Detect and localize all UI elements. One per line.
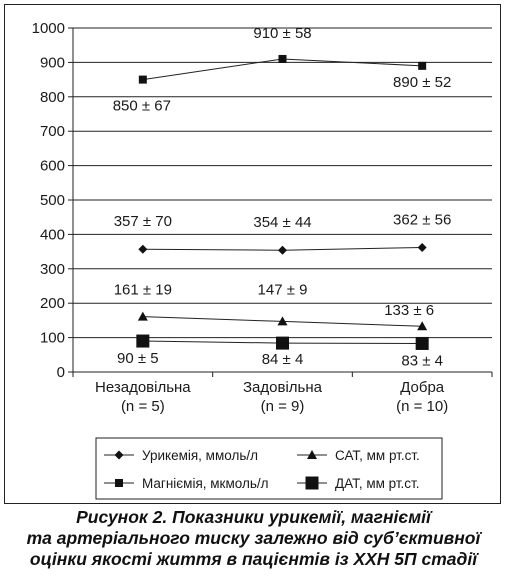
data-label: 910 ± 58 <box>253 24 312 42</box>
x-tick-sublabel: (n = 10) <box>396 398 449 415</box>
data-point <box>416 337 429 350</box>
data-point <box>278 246 287 255</box>
y-tick-label: 900 <box>39 54 65 72</box>
data-label: 362 ± 56 <box>393 211 452 229</box>
x-tick-sublabel: (n = 9) <box>260 398 305 415</box>
x-tick-label: Добра <box>400 379 445 396</box>
data-point <box>138 245 147 254</box>
data-point <box>279 55 287 63</box>
data-label: 357 ± 70 <box>113 213 172 231</box>
y-tick-label: 1000 <box>31 20 65 37</box>
x-tick-label: Незадовільна <box>95 379 191 396</box>
y-tick-label: 600 <box>39 157 65 175</box>
data-label: 890 ± 52 <box>393 73 452 91</box>
legend-entry: ДАТ, мм рт.ст. <box>335 476 420 491</box>
data-label: 84 ± 4 <box>261 351 304 369</box>
y-tick-label: 800 <box>39 88 65 106</box>
data-point <box>418 243 427 252</box>
x-tick-label: Задовільна <box>243 379 322 396</box>
data-label: 83 ± 4 <box>401 352 443 370</box>
caption-line-2: та артеріального тиску залежно від суб’єктивної <box>26 528 481 548</box>
caption-line-1: Рисунок 2. Показники урикемії, магніємії <box>76 507 431 527</box>
y-tick-label: 300 <box>39 260 65 278</box>
data-point <box>139 76 147 84</box>
caption-line-3: оцінки якості життя в пацієнтів із ХХН 5П стадії <box>29 549 478 569</box>
y-tick-label: 100 <box>39 329 65 347</box>
legend-entry: Магніємія, мкмоль/л <box>142 476 269 491</box>
y-tick-label: 200 <box>39 295 65 313</box>
y-tick-label: 400 <box>39 226 65 244</box>
legend-swatch-marker <box>306 477 319 490</box>
legend-entry: Урикемія, ммоль/л <box>142 448 258 463</box>
data-point <box>418 62 426 70</box>
data-label: 90 ± 5 <box>117 350 159 368</box>
data-label: 133 ± 6 <box>384 302 435 320</box>
legend-entry: САТ, мм рт.ст. <box>335 448 420 463</box>
y-tick-label: 0 <box>56 364 65 381</box>
data-label: 850 ± 67 <box>112 97 171 115</box>
data-label: 354 ± 44 <box>253 214 312 232</box>
legend-swatch-marker <box>115 479 123 487</box>
data-label: 147 ± 9 <box>257 281 308 299</box>
x-tick-sublabel: (n = 5) <box>120 398 165 415</box>
data-point <box>138 312 148 321</box>
y-tick-label: 500 <box>39 192 65 209</box>
legend <box>96 438 442 499</box>
data-label: 161 ± 19 <box>113 281 172 299</box>
data-point <box>276 337 289 350</box>
y-tick-label: 700 <box>39 123 65 141</box>
figure-caption <box>0 507 507 570</box>
data-point <box>136 335 149 348</box>
